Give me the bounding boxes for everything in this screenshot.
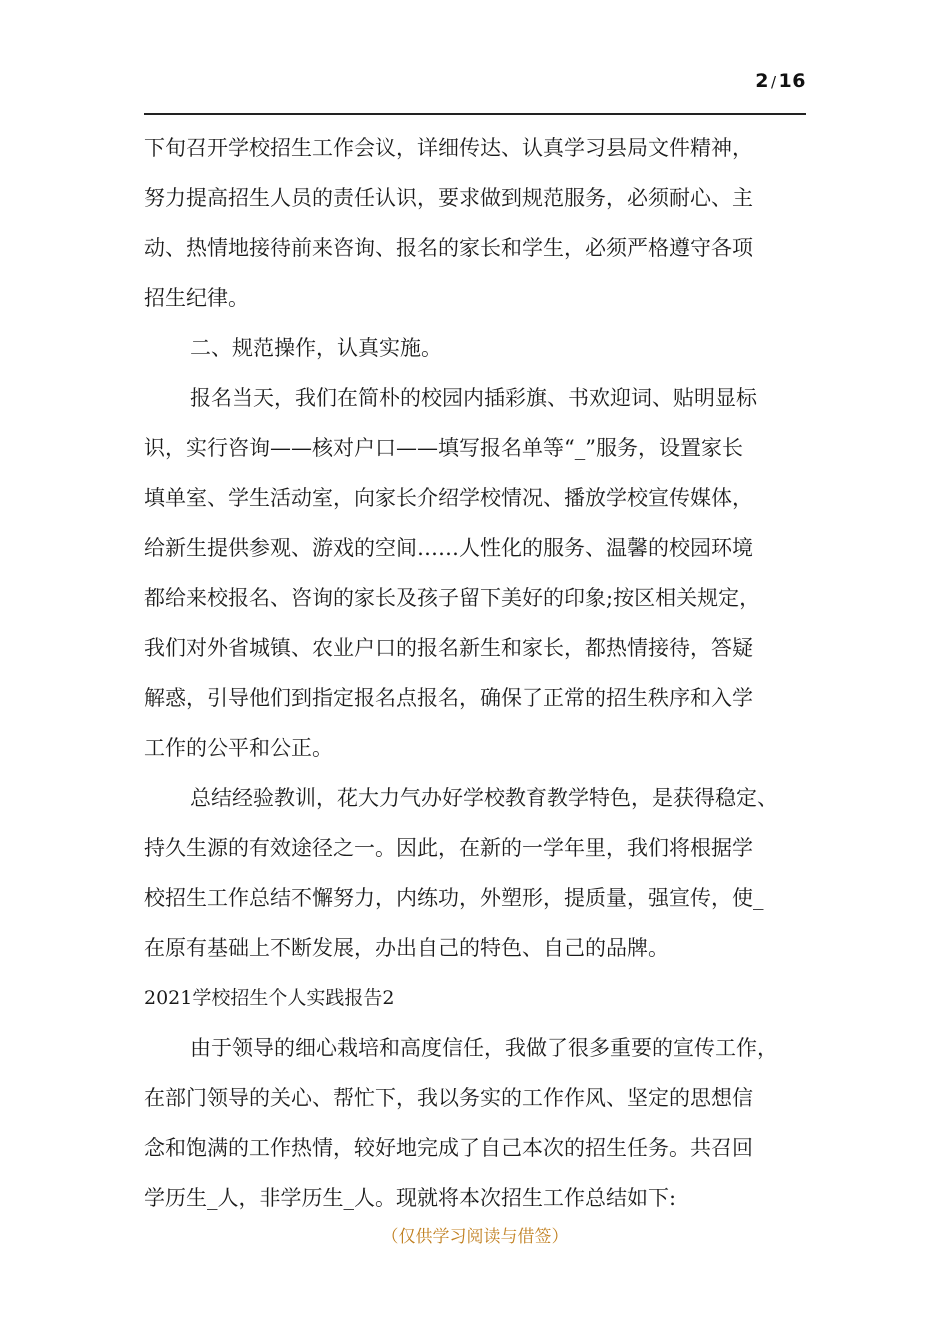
text-line: 念和饱满的工作热情，较好地完成了自己本次的招生任务。共召回: [144, 1136, 753, 1160]
total-pages: 16: [778, 70, 806, 92]
text-line: 招生纪律。: [144, 286, 249, 310]
text-line: 努力提高招生人员的责任认识，要求做到规范服务，必须耐心、主: [144, 186, 753, 210]
text-line: 下旬召开学校招生工作会议，详细传达、认真学习县局文件精神，: [144, 136, 753, 160]
text-line: 总结经验教训，花大力气办好学校教育教学特色，是获得稳定、: [190, 786, 778, 810]
text-line: 报名当天，我们在简朴的校园内插彩旗、书欢迎词、贴明显标: [190, 386, 757, 410]
section-heading: 二、规范操作，认真实施。: [190, 336, 442, 360]
text-line: 持久生源的有效途径之一。因此，在新的一学年里，我们将根据学: [144, 836, 753, 860]
report-title: 2021学校招生个人实践报告2: [144, 987, 395, 1009]
text-line: 都给来校报名、咨询的家长及孩子留下美好的印象;按区相关规定，: [144, 586, 761, 610]
page-number: [755, 70, 806, 92]
page-separator: /: [770, 73, 777, 91]
text-line: 我们对外省城镇、农业户口的报名新生和家长，都热情接待，答疑: [144, 636, 753, 660]
text-line: 在原有基础上不断发展，办出自己的特色、自己的品牌。: [144, 936, 669, 960]
text-line: 由于领导的细心栽培和高度信任，我做了很多重要的宣传工作，: [190, 1036, 778, 1060]
text-line: 给新生提供参观、游戏的空间……人性化的服务、温馨的校园环境: [144, 536, 753, 560]
current-page: 2: [755, 70, 769, 92]
footer-note: （仅供学习阅读与借签）: [381, 1227, 569, 1247]
text-line: 在部门领导的关心、帮忙下，我以务实的工作作风、坚定的思想信: [144, 1086, 753, 1110]
document-body: [144, 123, 806, 1223]
text-line: 动、热情地接待前来咨询、报名的家长和学生，必须严格遵守各项: [144, 236, 753, 260]
text-line: 填单室、学生活动室，向家长介绍学校情况、播放学校宣传媒体，: [144, 486, 753, 510]
text-line: 学历生_人，非学历生_人。现就将本次招生工作总结如下:: [144, 1186, 677, 1210]
header-divider: [144, 113, 806, 115]
text-line: 校招生工作总结不懈努力，内练功，外塑形，提质量，强宣传，使_: [144, 886, 764, 910]
text-line: 工作的公平和公正。: [144, 736, 333, 760]
text-line: 解惑，引导他们到指定报名点报名，确保了正常的招生秩序和入学: [144, 686, 753, 710]
text-line: 识，实行咨询——核对户口——填写报名单等“_”服务，设置家长: [144, 436, 743, 460]
